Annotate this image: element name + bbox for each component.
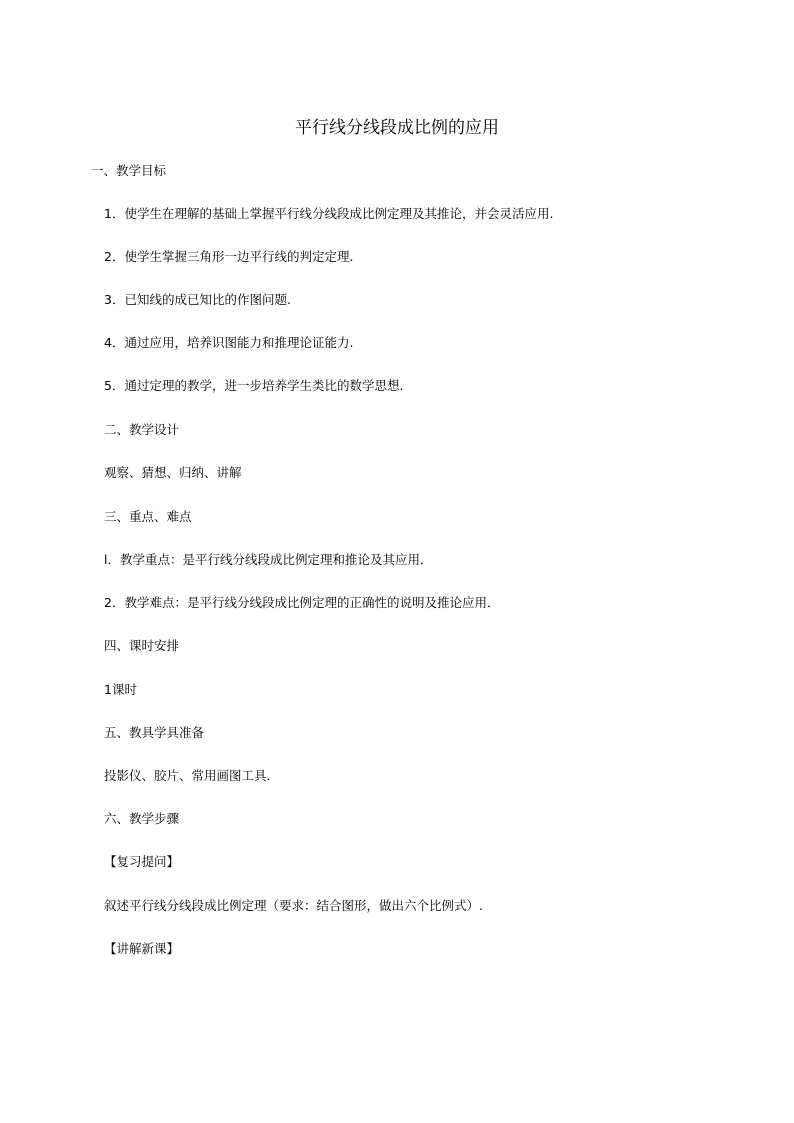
goal-item-2: 2．使学生掌握三角形一边平行线的判定定理. [104,249,354,264]
section-heading-teaching-design: 二、教学设计 [104,422,180,437]
section-heading-teaching-goals: 一、教学目标 [91,163,167,178]
teaching-aids-text: 投影仪、胶片、常用画图工具． [104,768,280,783]
section-heading-teaching-aids: 五、教具学具准备 [104,725,205,740]
subheading-review-questions: 【复习提问】 [104,854,180,869]
section-heading-schedule: 四、课时安排 [104,638,180,653]
key-point-item-1: l．教学重点：是平行线分线段成比例定理和推论及其应用． [104,552,433,567]
section-heading-key-points: 三、重点、难点 [104,509,192,524]
subheading-new-lesson: 【讲解新课】 [104,941,180,956]
schedule-text: 1课时 [104,682,137,697]
key-point-item-2: 2．教学难点：是平行线分线段成比例定理的正确性的说明及推论应用． [104,595,500,610]
section-heading-teaching-steps: 六、教学步骤 [104,811,180,826]
review-question-text: 叙述平行线分线段成比例定理（要求：结合图形，做出六个比例式）. [104,898,483,913]
teaching-design-text: 观察、猜想、归纳、讲解 [104,465,242,480]
goal-item-1: 1．使学生在理解的基础上掌握平行线分线段成比例定理及其推论，并会灵活应用. [104,206,554,221]
goal-item-4: 4．通过应用，培养识图能力和推理论证能力. [104,335,354,350]
goal-item-3: 3．已知线的成已知比的作图问题. [104,292,291,307]
document-title: 平行线分线段成比例的应用 [295,118,499,138]
goal-item-5: 5．通过定理的教学，进一步培养学生类比的数学思想. [104,378,404,393]
